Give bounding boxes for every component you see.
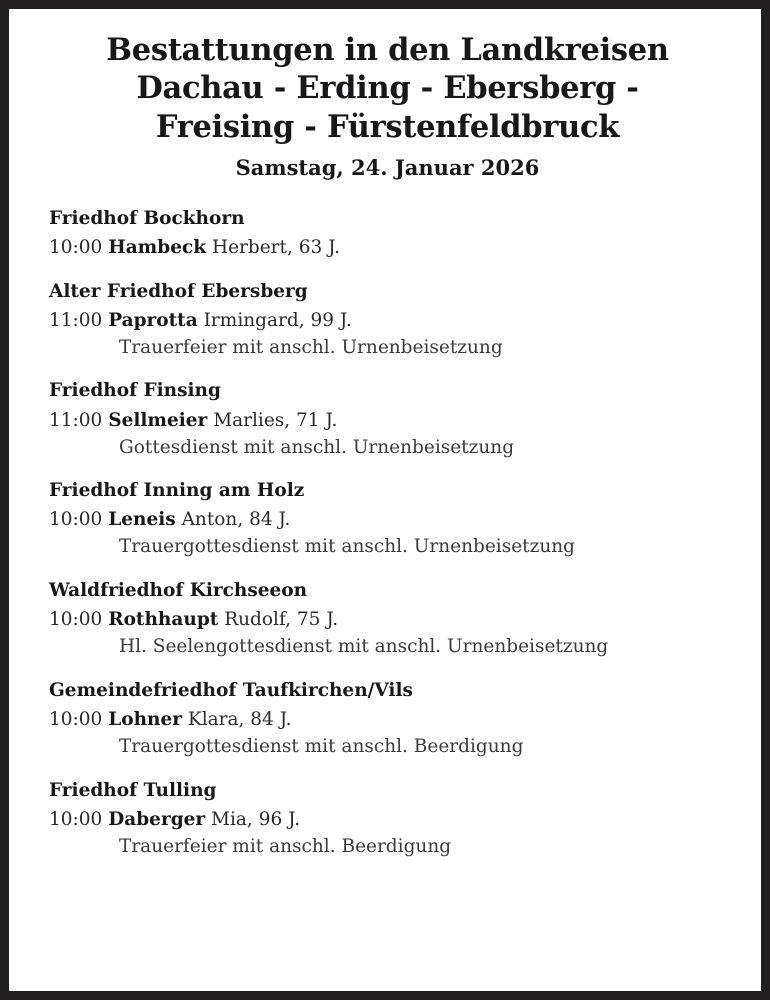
service-description: Trauerfeier mit anschl. Urnenbeisetzung bbox=[119, 336, 503, 358]
masthead-title-line-2: Dachau - Erding - Ebersberg - bbox=[136, 70, 639, 107]
person-line bbox=[49, 509, 735, 532]
funeral-time: 10:00 bbox=[49, 808, 103, 830]
deceased-given-name-age: Anton, 84 J. bbox=[181, 509, 291, 531]
deceased-surname: Leneis bbox=[108, 509, 176, 531]
deceased-given-name-age: Marlies, 71 J. bbox=[213, 409, 338, 431]
deceased-surname: Paprotta bbox=[108, 309, 198, 331]
deceased-given-name-age: Irmingard, 99 J. bbox=[203, 309, 352, 331]
person-line bbox=[49, 310, 735, 333]
funeral-time: 10:00 bbox=[49, 509, 103, 531]
masthead bbox=[40, 31, 735, 182]
listing-entry bbox=[49, 680, 735, 759]
listing-entry bbox=[49, 780, 735, 859]
cemetery-name: Alter Friedhof Ebersberg bbox=[49, 280, 308, 302]
listing-entry bbox=[49, 208, 735, 260]
person-line bbox=[49, 609, 735, 632]
deceased-given-name-age: Herbert, 63 J. bbox=[211, 236, 340, 258]
service-description: Hl. Seelengottesdienst mit anschl. Urnenbeisetzung bbox=[119, 636, 609, 658]
service-description: Trauergottesdienst mit anschl. Beerdigung bbox=[119, 735, 524, 757]
deceased-surname: Hambeck bbox=[108, 236, 207, 258]
funeral-time: 10:00 bbox=[49, 709, 103, 731]
cemetery-name: Gemeindefriedhof Taufkirchen/Vils bbox=[49, 679, 413, 701]
person-line bbox=[49, 709, 735, 732]
service-description: Trauerfeier mit anschl. Beerdigung bbox=[119, 835, 452, 857]
deceased-surname: Daberger bbox=[108, 808, 206, 830]
deceased-given-name-age: Klara, 84 J. bbox=[187, 709, 292, 731]
funeral-time: 11:00 bbox=[49, 309, 103, 331]
funeral-time: 10:00 bbox=[49, 609, 103, 631]
funeral-listing bbox=[40, 208, 735, 859]
listing-entry bbox=[49, 480, 735, 559]
funeral-time: 11:00 bbox=[49, 409, 103, 431]
service-description: Gottesdienst mit anschl. Urnenbeisetzung bbox=[119, 436, 515, 458]
listing-entry bbox=[49, 580, 735, 659]
cemetery-name: Friedhof Tulling bbox=[49, 779, 217, 801]
deceased-given-name-age: Mia, 96 J. bbox=[211, 808, 300, 830]
masthead-date: Samstag, 24. Januar 2026 bbox=[235, 155, 540, 181]
cemetery-name: Friedhof Inning am Holz bbox=[49, 480, 305, 502]
cemetery-name: Waldfriedhof Kirchseeon bbox=[49, 580, 308, 602]
cemetery-name: Friedhof Finsing bbox=[49, 380, 221, 402]
person-line bbox=[49, 410, 735, 433]
masthead-title-line-3: Freising - Fürstenfeldbruck bbox=[155, 108, 620, 145]
listing-entry bbox=[49, 380, 735, 459]
deceased-surname: Lohner bbox=[108, 709, 182, 731]
deceased-surname: Rothhaupt bbox=[108, 609, 219, 631]
person-line bbox=[49, 237, 735, 260]
service-description: Trauergottesdienst mit anschl. Urnenbeisetzung bbox=[119, 536, 576, 558]
cemetery-name: Friedhof Bockhorn bbox=[49, 207, 245, 229]
page-content bbox=[9, 9, 761, 991]
deceased-given-name-age: Rudolf, 75 J. bbox=[224, 609, 339, 631]
person-line bbox=[49, 809, 735, 832]
masthead-title-line-1: Bestattungen in den Landkreisen bbox=[106, 32, 669, 68]
listing-entry bbox=[49, 281, 735, 360]
funeral-time: 10:00 bbox=[49, 236, 103, 258]
deceased-surname: Sellmeier bbox=[108, 409, 208, 431]
